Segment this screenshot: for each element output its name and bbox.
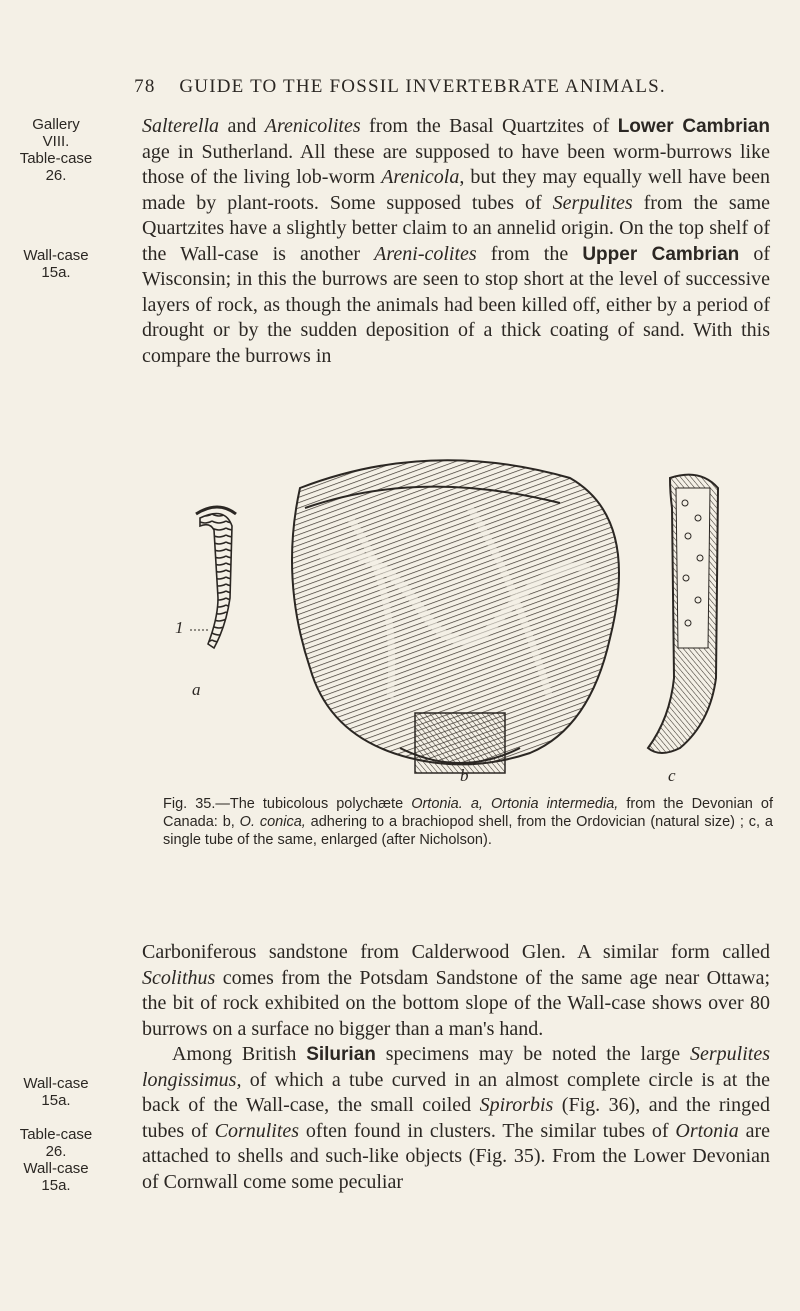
figure-label-a: a xyxy=(192,680,201,699)
margin-note-wall-case: Wall-case 15a. xyxy=(23,247,89,281)
margin-note-wall-case: Wall-case 15a. xyxy=(23,1075,89,1109)
ortonia-engraving xyxy=(170,448,730,790)
figure-label-c: c xyxy=(668,766,676,785)
margin-note-table-case: Table-case 26. xyxy=(19,1126,93,1160)
margin-note-gallery: Gallery VIII. Table-case 26. xyxy=(19,116,93,184)
body-paragraph-2: Carboniferous sandstone from Calderwood Glen. A similar form called Scolithus comes from the Potsdam Sandstone of the same age near Ottawa; the bit of rock exhibited on the bottom slope of the Wall-case shows over 80 burrows on a surface no bigger than a man's hand. Among British Silurian specimens may be noted the large Serpulites longissimus, of which a tube curved in an almost complete circle is at the back of the Wall-case, the small coiled Spirorbis (Fig. 36), and the ringed tubes of Cornulites often found in clusters. The similar tubes of Ortonia are attached to shells and such-like objects (Fig. 35). From the Lower Devonian of Cornwall come some peculiar xyxy=(142,940,770,1195)
running-header xyxy=(0,76,800,98)
margin-note-wall-case: Wall-case 15a. xyxy=(23,1160,89,1194)
figure-label-b: b xyxy=(460,766,469,785)
figure-label-1: 1 xyxy=(175,618,184,637)
tube-c-enlarged xyxy=(648,475,718,753)
body-paragraph-3: Among British Silurian specimens may be noted the large Serpulites longissimus, of which a tube curved in an almost complete circle is at the back of the Wall-case, the small coiled Spirorbis (Fig. 36), and the ringed tubes of Cornulites often found in clusters. The similar tubes of Ortonia are attached to shells and such-like objects (Fig. 35). From the Lower Devonian of Cornwall come some peculiar xyxy=(142,1043,771,1193)
tube-a xyxy=(190,507,236,648)
brachiopod-shell-b xyxy=(292,460,619,773)
body-paragraph-1: Salterella and Arenicolites from the Basal Quartzites of Lower Cambrian age in Sutherland. All these are supposed to have been worm-burrows like those of the living lob-worm Arenicola, but they may equally well have been made by plant-roots. Some supposed tubes of Serpulites from the same Quartzites have a slightly better claim to an annelid origin. On the top shelf of the Wall-case is another Areni-colites from the Upper Cambrian of Wisconsin; in this the burrows are seen to stop short at the level of successive layers of rock, as though the animals had been killed off, either by a period of drought or by the sudden deposition of a thick coating of sand. With this compare the burrows in xyxy=(142,115,771,367)
page-number: 78 xyxy=(134,76,156,97)
figure-35-illustration xyxy=(170,448,730,790)
figure-35-caption: Fig. 35.—The tubicolous polychæte Ortonia. a, Ortonia intermedia, from the Devonian of Canada: b, O. conica, adhering to a brachiopod shell, from the Ordovician (natural size) ; c, a single tube of the same, enlarged (after Nicholson). xyxy=(163,796,773,848)
running-title: GUIDE TO THE FOSSIL INVERTEBRATE ANIMALS. xyxy=(179,76,666,97)
